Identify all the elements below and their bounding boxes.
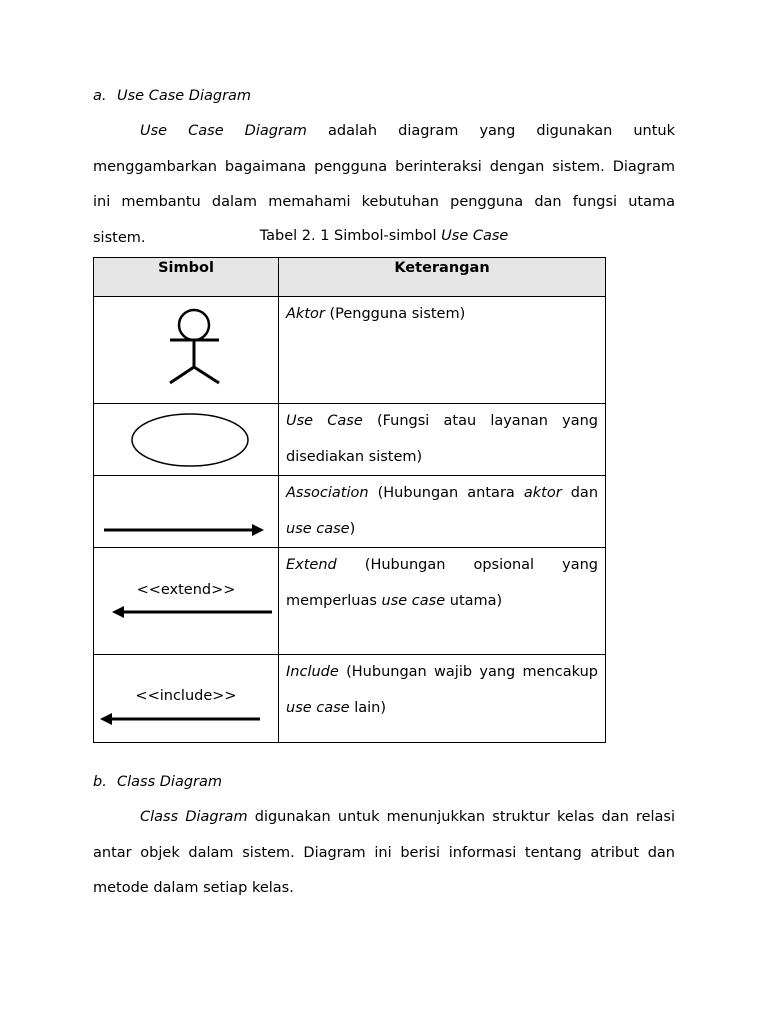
extend-description: Extend (Hubungan opsional yang memperluas use case utama) xyxy=(279,548,606,655)
use-case-symbol-cell xyxy=(94,404,279,476)
section-b-heading xyxy=(93,774,222,790)
use-case-description: Use Case (Fungsi atau layanan yang disediakan sistem) xyxy=(279,404,606,476)
section-a-term: Use Case Diagram xyxy=(140,123,307,139)
header-keterangan: Keterangan xyxy=(279,258,606,297)
actor-figure-icon xyxy=(94,297,278,403)
extend-arrow-icon xyxy=(94,548,278,654)
symbol-table xyxy=(93,257,606,743)
section-a-heading xyxy=(93,88,251,104)
section-b-paragraph xyxy=(93,800,675,907)
actor-symbol-cell xyxy=(94,297,279,404)
section-a-text: adalah diagram yang digunakan untuk menggambarkan bagaimana pengguna berinteraksi dengan sistem. Diagram ini membantu dalam memahami kebutuhan pengguna dan fungsi utama sistem. xyxy=(93,123,675,246)
include-arrow-icon xyxy=(94,655,278,743)
header-simbol: Simbol xyxy=(94,258,279,297)
section-b-title: Class Diagram xyxy=(117,774,223,790)
association-arrow-icon xyxy=(94,476,278,546)
table-header-row xyxy=(94,258,606,297)
use-case-ellipse-icon xyxy=(94,404,278,474)
actor-description: Aktor (Pengguna sistem) xyxy=(279,297,606,404)
table-row xyxy=(94,548,606,655)
table-row xyxy=(94,655,606,743)
extend-symbol-cell xyxy=(94,548,279,655)
include-stereotype-label: <<include>> xyxy=(135,688,237,704)
association-description: Association (Hubungan antara aktor dan use case) xyxy=(279,476,606,548)
table-row xyxy=(94,297,606,404)
section-a-title: Use Case Diagram xyxy=(117,88,252,104)
section-b-text: digunakan untuk menunjukkan struktur kelas dan relasi antar objek dalam sistem. Diagram ini berisi informasi tentang atribut dan metode dalam setiap kelas. xyxy=(93,809,675,896)
include-description: Include (Hubungan wajib yang mencakup use case lain) xyxy=(279,655,606,743)
association-symbol-cell xyxy=(94,476,279,548)
table-row xyxy=(94,404,606,476)
table-caption: Tabel 2. 1 Simbol-simbol Use Case xyxy=(259,228,509,244)
include-symbol-cell xyxy=(94,655,279,743)
extend-stereotype-label: <<extend>> xyxy=(136,582,236,598)
section-a-number: a. xyxy=(93,88,107,104)
table-row xyxy=(94,476,606,548)
section-b-number: b. xyxy=(93,774,107,790)
section-b-term: Class Diagram xyxy=(140,809,248,825)
